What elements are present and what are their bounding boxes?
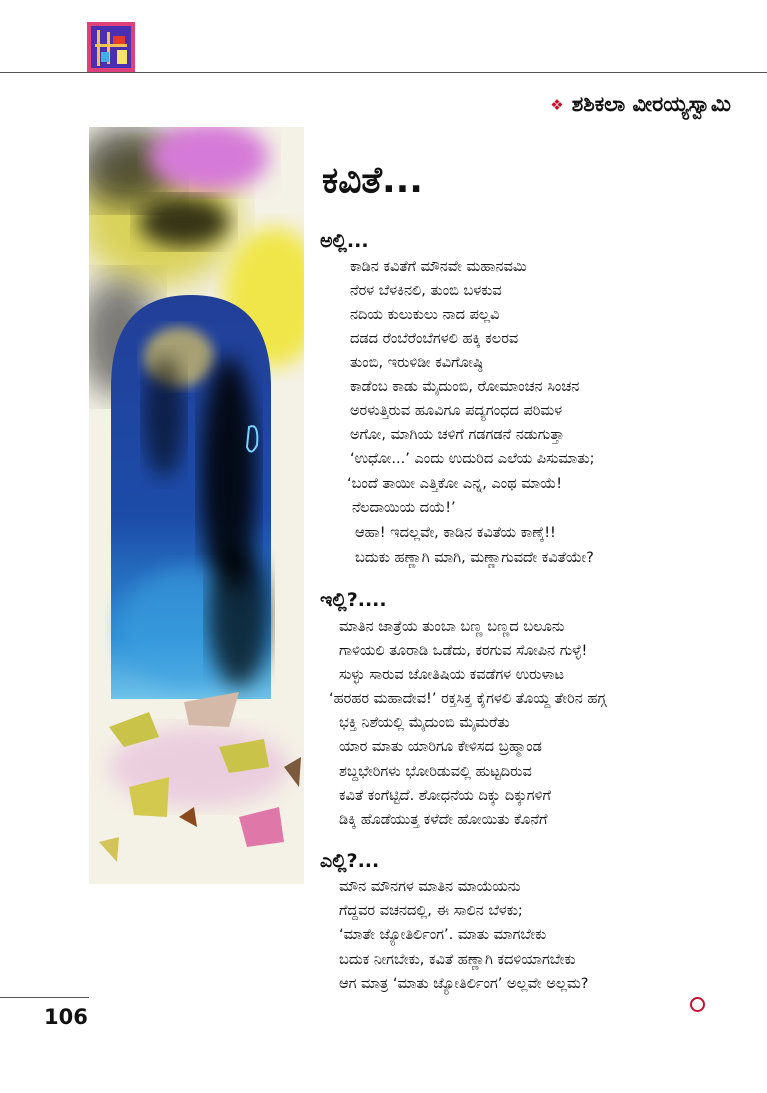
poem-line: ‘ಬಂದೆ ತಾಯೀ ಎತ್ತಿಕೋ ಎನ್ನ, ಎಂಥ ಮಾಯೆ!: [347, 476, 563, 492]
section-heading: ಅಲ್ಲಿ...: [320, 230, 369, 252]
poem-line: ಆಹಾ! ಇದಲ್ಲವೇ, ಕಾಡಿನ ಕವಿತೆಯ ಕಾಣ್ಕೆ!!: [355, 525, 556, 541]
poem-line: ಗಾಳಿಯಲಿ ತೂರಾಡಿ ಒಡೆದು, ಕರಗುವ ಸೋಪಿನ ಗುಳ್ಳೆ!: [339, 643, 588, 659]
footer-rule: [0, 997, 89, 998]
poem-line: ‘ಉಧೋ...’ ಎಂದು ಉದುರಿದ ಎಲೆಯ ಪಿಸುಮಾತು;: [350, 451, 595, 467]
poem-line: ನೆರಳ ಬೆಳಕಿನಲಿ, ತುಂಬಿ ಬಳಕುವ: [350, 283, 502, 299]
diamond-bullet-icon: ❖: [550, 95, 564, 114]
poem-line: ‘ಹರಹರ ಮಹಾದೇವ!’ ರಕ್ತಸಿಕ್ತ ಕೈಗಳಲಿ ತೊಯ್ದ ತೇರಿನ ಹಗ್ಗ: [329, 691, 607, 707]
poem-line: ಭಕ್ತಿ ನಿಶೆಯಲ್ಲಿ ಮೈದುಂಬಿ ಮೈಮರೆತು: [339, 715, 510, 731]
poem-line: ನದಿಯ ಕುಲುಕುಲು ನಾದ ಪಲ್ಲವಿ: [350, 307, 500, 323]
poem-line: ‘ಮಾತೇ ಜ್ಯೋತಿರ್ಲಿಂಗ’. ಮಾತು ಮಾಗಬೇಕು: [339, 927, 547, 943]
poem-line: ಅರಳುತ್ತಿರುವ ಹೂವಿಗೂ ಪದ್ಯಗಂಧದ ಪರಿಮಳ: [350, 403, 563, 419]
section-heading: ಇಲ್ಲಿ?....: [320, 589, 387, 611]
page-number: 106: [44, 1005, 88, 1029]
poem-line: ಅಗೋ, ಮಾಗಿಯ ಚಳಿಗೆ ಗಡಗಡನೆ ನಡುಗುತ್ತಾ: [350, 427, 565, 443]
poem-line: ಸುಳ್ಳು ಸಾರುವ ಜೋತಿಷಿಯ ಕವಡೆಗಳ ಉರುಳಾಟ: [339, 667, 564, 683]
poem-line: ಶಬ್ದಭೇರಿಗಳು ಭೋರಿಡುವಲ್ಲಿ ಹುಟ್ಟದಿರುವ: [339, 764, 532, 780]
poem-line: ತುಂಬಿ, ಇರುಳಿಡೀ ಕವಿಗೋಷ್ಠಿ: [350, 355, 483, 371]
header-rule: [0, 72, 767, 73]
author-byline: [550, 92, 731, 117]
poem-title: ಕವಿತೆ...: [322, 160, 423, 201]
poem-line: ದಡದ ರೆಂಬೆರೆಂಬೆಗಳಲಿ ಹಕ್ಕಿ ಕಲರವ: [350, 331, 519, 347]
poem-line: ಕವಿತೆ ಕಂಗೆಟ್ಟಿದೆ. ಶೋಧನೆಯ ದಿಕ್ಕು ದಿಕ್ಕುಗಳಿಗೆ: [339, 788, 551, 804]
poem-line: ನೆಲದಾಯಿಯ ದಯೆ!’: [352, 500, 456, 516]
end-circle-icon: [690, 997, 705, 1012]
poem-line: ಮೌನ ಮೌನಗಳ ಮಾತಿನ ಮಾಯೆಯನು: [339, 879, 521, 895]
poem-line: ಗೆದ್ದವರ ವಚನದಲ್ಲಿ, ಈ ಸಾಲಿನ ಬೆಳಕು;: [339, 903, 523, 919]
poem-line: ಮಾತಿನ ಜಾತ್ರೆಯ ತುಂಬಾ ಬಣ್ಣ ಬಣ್ಣದ ಬಲೂನು: [339, 619, 565, 635]
poem-line: ಯಾರ ಮಾತು ಯಾರಿಗೂ ಕೇಳಿಸದ ಬ್ರಹ್ಮಾಂಡ: [339, 739, 542, 755]
poem-line: ಕಾಡಿನ ಕವಿತೆಗೆ ಮೌನವೇ ಮಹಾನವಮಿ: [350, 259, 527, 275]
magazine-logo-icon: [87, 22, 135, 72]
poem-line: ಕಾಡೆಂಬ ಕಾಡು ಮೈದುಂಬಿ, ರೋಮಾಂಚನ ಸಿಂಚನ: [350, 379, 580, 395]
poem-line: ಬದುಕು ಹಣ್ಣಾಗಿ ಮಾಗಿ, ಮಣ್ಣಾಗುವದೇ ಕವಿತೆಯೇ?: [355, 550, 594, 566]
poem-line: ಬದುಕ ನೀಗಬೇಕು, ಕವಿತೆ ಹಣ್ಣಾಗಿ ಕದಳಿಯಾಗಬೇಕು: [339, 952, 576, 968]
author-name: ಶಶಿಕಲಾ ವೀರಯ್ಯಸ್ವಾಮಿ: [571, 92, 731, 116]
section-heading: ಎಲ್ಲಿ?...: [320, 850, 380, 872]
abstract-linga-painting-icon: [89, 127, 304, 884]
poem-line: ಆಗ ಮಾತ್ರ ‘ಮಾತು ಜ್ಯೋತಿರ್ಲಿಂಗ’ ಅಲ್ಲವೇ ಅಲ್ಲಮ?: [339, 976, 589, 992]
poem-line: ಡಿಕ್ಕಿ ಹೊಡೆಯುತ್ತ ಕಳೆದೇ ಹೋಯಿತು ಕೊನೆಗೆ: [339, 812, 548, 828]
